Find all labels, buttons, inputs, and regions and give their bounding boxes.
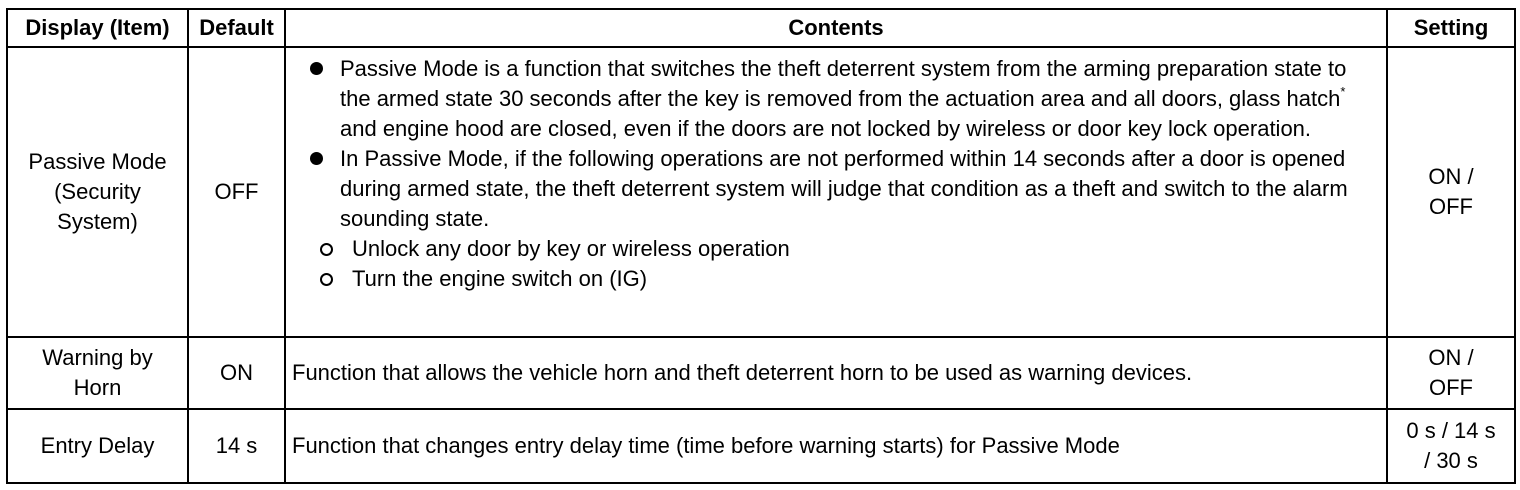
bullet-text: In Passive Mode, if the following operations are not performed within 14 seconds after a door is opened during armed state, the theft deterrent system will judge that condition as a theft and switch to the alarm sounding state. xyxy=(340,146,1348,231)
table-row-passive-mode xyxy=(7,47,1515,337)
display-item-line: Entry Delay xyxy=(40,433,155,458)
header-contents: Contents xyxy=(285,9,1387,47)
setting-cell xyxy=(1387,47,1515,337)
contents-cell xyxy=(285,47,1387,337)
contents-cell: Function that allows the vehicle horn and theft deterrent horn to be used as warning devices. xyxy=(285,337,1387,409)
bullet-item xyxy=(302,144,1378,234)
setting-line: 0 s / 14 s xyxy=(1406,418,1496,443)
footnote-marker: * xyxy=(1340,84,1346,99)
default-cell: 14 s xyxy=(188,409,285,483)
setting-line: ON / xyxy=(1428,164,1474,189)
display-item-cell xyxy=(7,337,188,409)
setting-line: OFF xyxy=(1429,194,1473,219)
bullet-text: and engine hood are closed, even if the doors are not locked by wireless or door key lock operation. xyxy=(340,116,1312,141)
display-item-line: Horn xyxy=(73,375,122,400)
sub-bullet-list xyxy=(302,234,1378,294)
header-setting: Setting xyxy=(1387,9,1515,47)
bullet-item xyxy=(302,54,1378,144)
setting-cell xyxy=(1387,409,1515,483)
setting-line: OFF xyxy=(1429,375,1473,400)
contents-cell: Function that changes entry delay time (time before warning starts) for Passive Mode xyxy=(285,409,1387,483)
table-row-entry-delay xyxy=(7,409,1515,483)
bullet-text: Passive Mode is a function that switches the theft deterrent system from the arming preparation state to the armed state 30 seconds after the key is removed from the actuation area and all doors, glass hatch xyxy=(340,56,1347,111)
display-item-cell xyxy=(7,47,188,337)
settings-table xyxy=(6,8,1516,484)
setting-line: ON / xyxy=(1428,345,1474,370)
setting-line: / 30 s xyxy=(1424,448,1478,473)
default-cell: ON xyxy=(188,337,285,409)
table-row-warning-by-horn xyxy=(7,337,1515,409)
default-cell: OFF xyxy=(188,47,285,337)
display-item-line: Passive Mode xyxy=(28,149,167,174)
header-display-item: Display (Item) xyxy=(7,9,188,47)
display-item-line: (Security xyxy=(54,179,141,204)
display-item-line: System) xyxy=(57,209,138,234)
bullet-list xyxy=(302,54,1378,234)
sub-bullet-item: Unlock any door by key or wireless operation xyxy=(302,234,1378,264)
sub-bullet-item: Turn the engine switch on (IG) xyxy=(302,264,1378,294)
setting-cell xyxy=(1387,337,1515,409)
header-default: Default xyxy=(188,9,285,47)
display-item-cell xyxy=(7,409,188,483)
header-row xyxy=(7,9,1515,47)
display-item-line: Warning by xyxy=(42,345,153,370)
